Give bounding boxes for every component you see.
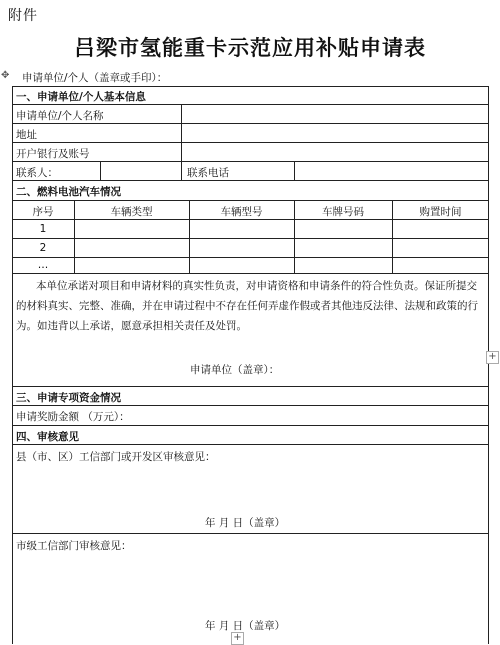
table-move-handle-icon[interactable]: ✥ [1,70,10,81]
table-rule [12,386,489,387]
section-heading-vehicles: 二、燃料电池汽车情况 [16,186,121,198]
attachment-label: 附件 [8,8,38,24]
contact-person-label: 联系人： [16,167,58,179]
table-rule [12,180,489,181]
pledge-statement: 本单位承诺对项目和申请材料的真实性负责，对申请资格和申请条件的符合性负责。保证所提交的材料真实、完整、准确，并在申请过程中不存在任何弄虚作假或者其他违反法律、法规和政策的行为。如违背以上承诺，愿意承担相关责任及处罚。 [16,280,478,332]
add-row-icon[interactable]: + [231,632,244,645]
table-row-index: … [37,259,49,271]
table-rule [12,123,489,124]
applicant-name-label: 申请单位/个人名称 [16,110,104,122]
table-rule [12,142,489,143]
section-heading-funding: 三、申请专项资金情况 [16,392,121,404]
requested-amount-label: 申请奖励金额 （万元）： [16,411,130,423]
table-row-index: 2 [39,242,47,254]
add-column-icon[interactable]: + [486,351,499,364]
table-rule [12,238,489,239]
table-rule [181,161,182,180]
column-header-plate-number: 车牌号码 [322,206,364,218]
applicant-seal-label: 申请单位（盖章）： [190,364,280,376]
address-label: 地址 [16,129,37,141]
table-rule [12,425,489,426]
form-title: 吕梁市氢能重卡示范应用补贴申请表 [74,36,426,60]
table-rule [12,219,489,220]
table-rule [100,161,101,180]
column-header-vehicle-model: 车辆型号 [220,206,263,218]
table-rule [12,273,489,274]
county-review-label: 县（市、区）工信部门或开发区审核意见： [16,451,216,463]
column-header-purchase-date: 购置时间 [419,206,462,218]
table-row-index: 1 [39,223,47,235]
table-rule [181,104,182,161]
city-review-date-seal: 年 月 日（盖章） [205,620,286,632]
table-rule [12,200,489,201]
table-rule [12,405,489,406]
column-header-index: 序号 [32,206,54,218]
bank-account-label: 开户银行及账号 [16,148,90,160]
city-review-label: 市级工信部门审核意见： [16,540,132,552]
applicant-seal-line: 申请单位/个人（盖章或手印）： [22,72,168,84]
section-heading-review: 四、审核意见 [16,431,79,443]
column-header-vehicle-type: 车辆类型 [110,206,153,218]
table-rule [12,533,489,534]
table-rule [12,444,489,445]
table-rule [294,161,295,180]
county-review-date-seal: 年 月 日（盖章） [205,517,286,529]
table-rule [12,104,489,105]
table-rule [12,161,489,162]
section-heading-basic-info: 一、申请单位/个人基本信息 [16,91,146,103]
table-rule [12,257,489,258]
contact-phone-label: 联系电话 [187,167,229,179]
